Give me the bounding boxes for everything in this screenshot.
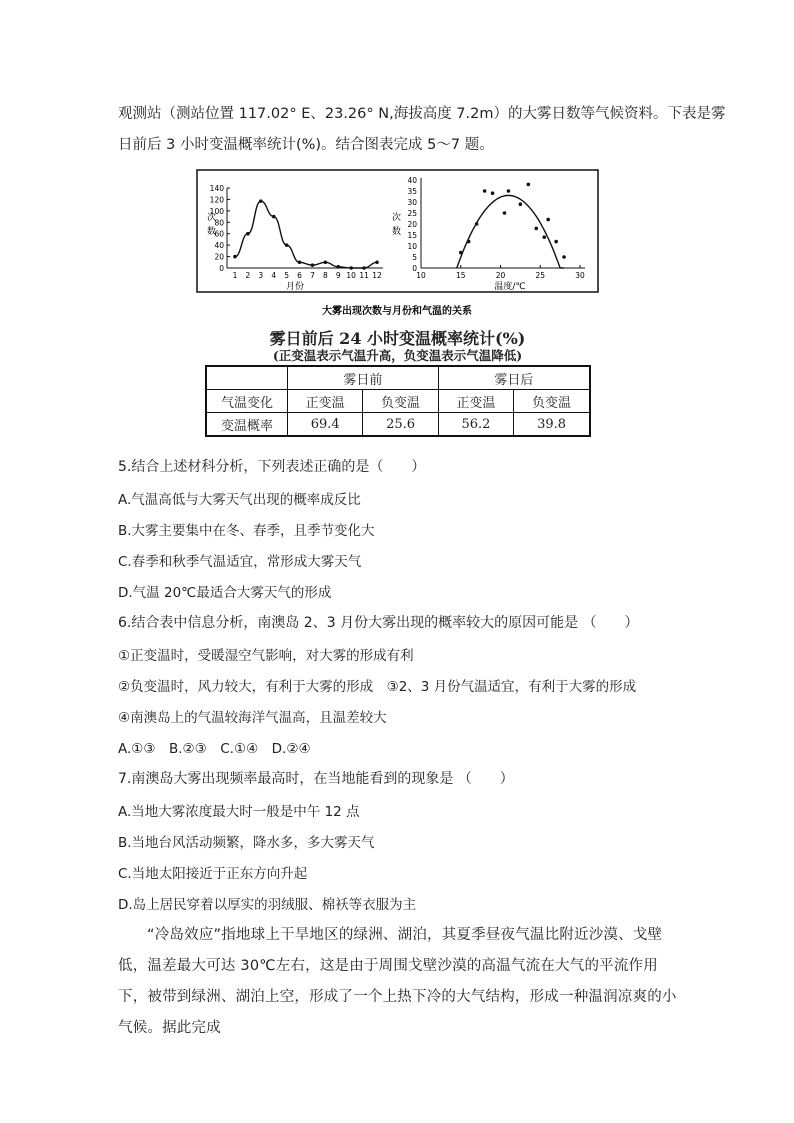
left-series-points <box>233 199 379 269</box>
table-group-after: 雾日后 <box>438 366 590 390</box>
left-x-tick-label: 3 <box>258 271 264 280</box>
right-x-tick-label: 20 <box>495 271 506 280</box>
right-y-tick-label: 20 <box>407 220 417 229</box>
right-y-tick-label: 30 <box>407 198 417 207</box>
left-data-point <box>298 260 302 264</box>
right-y-tick-label: 25 <box>407 209 417 218</box>
right-data-point <box>483 189 487 193</box>
q6-stem: 6.结合表中信息分析，南澳岛 2、3 月份大雾出现的概率较大的原因可能是 （ ） <box>118 615 639 631</box>
left-x-tick-label: 1 <box>232 271 238 280</box>
right-fit-curve <box>457 195 564 268</box>
left-data-point <box>272 215 276 219</box>
left-y-tick-label: 120 <box>209 195 224 205</box>
right-data-point <box>459 251 463 255</box>
right-x-tick-label: 15 <box>455 271 466 280</box>
q7-option-c: C.当地太阳接近于正东方向升起 <box>118 866 308 882</box>
q5-option-a: A.气温高低与大雾天气出现的概率成反比 <box>118 492 361 508</box>
table-value-cell: 39.8 <box>514 413 590 437</box>
right-x-tick-label: 10 <box>416 271 426 280</box>
left-x-tick-label: 8 <box>322 271 328 280</box>
left-data-point <box>311 263 315 267</box>
intro-line-2: 日前后 3 小时变温概率统计(%)。结合图表完成 5～7 题。 <box>118 137 494 153</box>
right-data-point <box>467 240 471 244</box>
right-ylabel-1: 次 <box>392 213 402 223</box>
right-data-point <box>475 222 479 226</box>
left-data-point <box>362 266 366 270</box>
left-chart <box>207 184 383 292</box>
q5-option-b: B.大雾主要集中在冬、春季，且季节变化大 <box>118 523 375 539</box>
left-x-tick-label: 7 <box>310 271 315 280</box>
left-xlabel: 月份 <box>285 282 305 292</box>
fog-temperature-table <box>205 365 591 437</box>
q7-option-d: D.岛上居民穿着以厚实的羽绒服、棉袄等衣服为主 <box>118 897 417 913</box>
left-x-tick-label: 9 <box>335 271 341 280</box>
left-y-tick-label: 60 <box>214 229 224 239</box>
right-y-tick-label: 0 <box>412 264 417 273</box>
left-y-tick-label: 40 <box>214 241 224 251</box>
left-ylabel-1: 次 <box>207 213 217 223</box>
left-data-point <box>233 255 237 259</box>
left-x-tick-label: 11 <box>359 271 369 280</box>
left-y-tick-label: 0 <box>219 264 224 273</box>
right-y-tick-label: 35 <box>407 187 417 196</box>
table-row <box>206 366 590 390</box>
charts-svg <box>195 168 600 328</box>
right-data-point <box>507 189 511 193</box>
table-header-cell: 正变温 <box>288 390 363 413</box>
table-value-cell: 56.2 <box>438 413 513 437</box>
left-data-point <box>324 260 328 264</box>
table-row-label: 气温变化 <box>206 390 288 413</box>
intro-line-1: 观测站（测站位置 117.02° E、23.26° N,海拔高度 7.2m）的大雾日数等气候资料。下表是雾 <box>118 106 726 122</box>
right-x-tick-label: 25 <box>535 271 546 280</box>
table-header-cell: 负变温 <box>363 390 438 413</box>
left-x-tick-label: 10 <box>346 271 356 280</box>
left-series-line <box>235 201 377 268</box>
table-row <box>206 413 590 437</box>
right-data-point <box>562 255 566 259</box>
table-row-label: 变温概率 <box>206 413 288 437</box>
left-y-tick-label: 140 <box>209 184 224 193</box>
table-corner-cell <box>206 366 288 390</box>
table-row <box>206 390 590 413</box>
left-x-tick-label: 4 <box>271 271 277 280</box>
right-data-point <box>554 240 558 244</box>
right-x-tick-label: 30 <box>575 271 585 280</box>
left-ylabel-2: 数 <box>207 227 217 237</box>
q6-statement-2-3: ②负变温时，风力较大，有利于大雾的形成 ③2、3 月份气温适宜，有利于大雾的形成 <box>118 679 637 695</box>
table-header-cell: 负变温 <box>514 390 590 413</box>
table-subtitle: (正变温表示气温升高，负变温表示气温降低) <box>272 348 523 363</box>
right-y-ticks <box>407 176 417 273</box>
q6-options: A.①③ B.②③ C.①④ D.②④ <box>118 741 311 757</box>
left-y-tick-label: 20 <box>214 252 224 262</box>
q7-option-a: A.当地大雾浓度最大时一般是中午 12 点 <box>118 804 360 820</box>
right-y-tick-label: 40 <box>407 176 417 185</box>
left-y-tick-label: 100 <box>209 206 224 216</box>
q5-stem: 5.结合上述材科分析，下列表述正确的是（ ） <box>118 459 426 475</box>
right-xlabel: 温度/℃ <box>494 282 526 292</box>
right-y-tick-label: 10 <box>407 242 417 251</box>
right-y-tick-label: 15 <box>407 231 417 240</box>
left-data-point <box>336 265 340 269</box>
left-x-tick-label: 2 <box>245 271 251 280</box>
figure-caption: 大雾出现次数与月份和气温的关系 <box>322 306 472 317</box>
q5-option-d: D.气温 20℃最适合大雾天气的形成 <box>118 585 332 601</box>
right-data-point <box>527 183 531 187</box>
right-data-point <box>546 218 550 222</box>
left-x-tick-label: 5 <box>284 271 290 280</box>
q6-statement-1: ①正变温时，受暖湿空气影响，对大雾的形成有利 <box>118 648 414 664</box>
cold-island-passage: “冷岛效应”指地球上干旱地区的绿洲、湖泊，其夏季昼夜气温比附近沙漠、戈壁低，温差最大可达 30℃左右，这是由于周围戈壁沙漠的高温气流在大气的平流作用下，被带到绿洲、湖泊上空，形成了一个上热下冷的大气结构，形成一种温润凉爽的小气候。据此完成 <box>118 927 677 1036</box>
table-value-cell: 69.4 <box>288 413 363 437</box>
left-x-ticks <box>233 271 382 280</box>
left-data-point <box>246 232 250 236</box>
right-ylabel-2: 数 <box>392 227 402 237</box>
left-data-point <box>375 260 379 264</box>
right-y-tick-label: 5 <box>412 253 417 262</box>
left-y-tick-label: 80 <box>214 218 224 228</box>
left-data-point <box>349 266 353 270</box>
left-x-tick-label: 12 <box>372 271 382 280</box>
q6-statement-4: ④南澳岛上的气温较海洋气温高，且温差较大 <box>118 710 387 726</box>
figure-block <box>195 168 600 438</box>
left-x-tick-label: 6 <box>297 271 302 280</box>
right-data-point <box>503 211 507 215</box>
table-group-before: 雾日前 <box>288 366 439 390</box>
right-data-point <box>542 235 546 239</box>
q7-option-b: B.当地台风活动频繁，降水多，多大雾天气 <box>118 835 375 851</box>
left-data-point <box>285 243 289 247</box>
q7-stem: 7.南澳岛大雾出现频率最高时，在当地能看到的现象是 （ ） <box>118 771 514 787</box>
right-data-point <box>491 191 495 195</box>
q5-option-c: C.春季和秋季气温适宜，常形成大雾天气 <box>118 554 362 570</box>
table-header-cell: 正变温 <box>438 390 513 413</box>
right-chart <box>392 176 585 292</box>
right-data-point <box>519 202 523 206</box>
right-series-points <box>459 183 566 259</box>
right-data-point <box>534 227 538 231</box>
left-data-point <box>259 199 263 203</box>
table-value-cell: 25.6 <box>363 413 438 437</box>
table-title: 雾日前后 24 小时变温概率统计(%) <box>269 329 526 348</box>
